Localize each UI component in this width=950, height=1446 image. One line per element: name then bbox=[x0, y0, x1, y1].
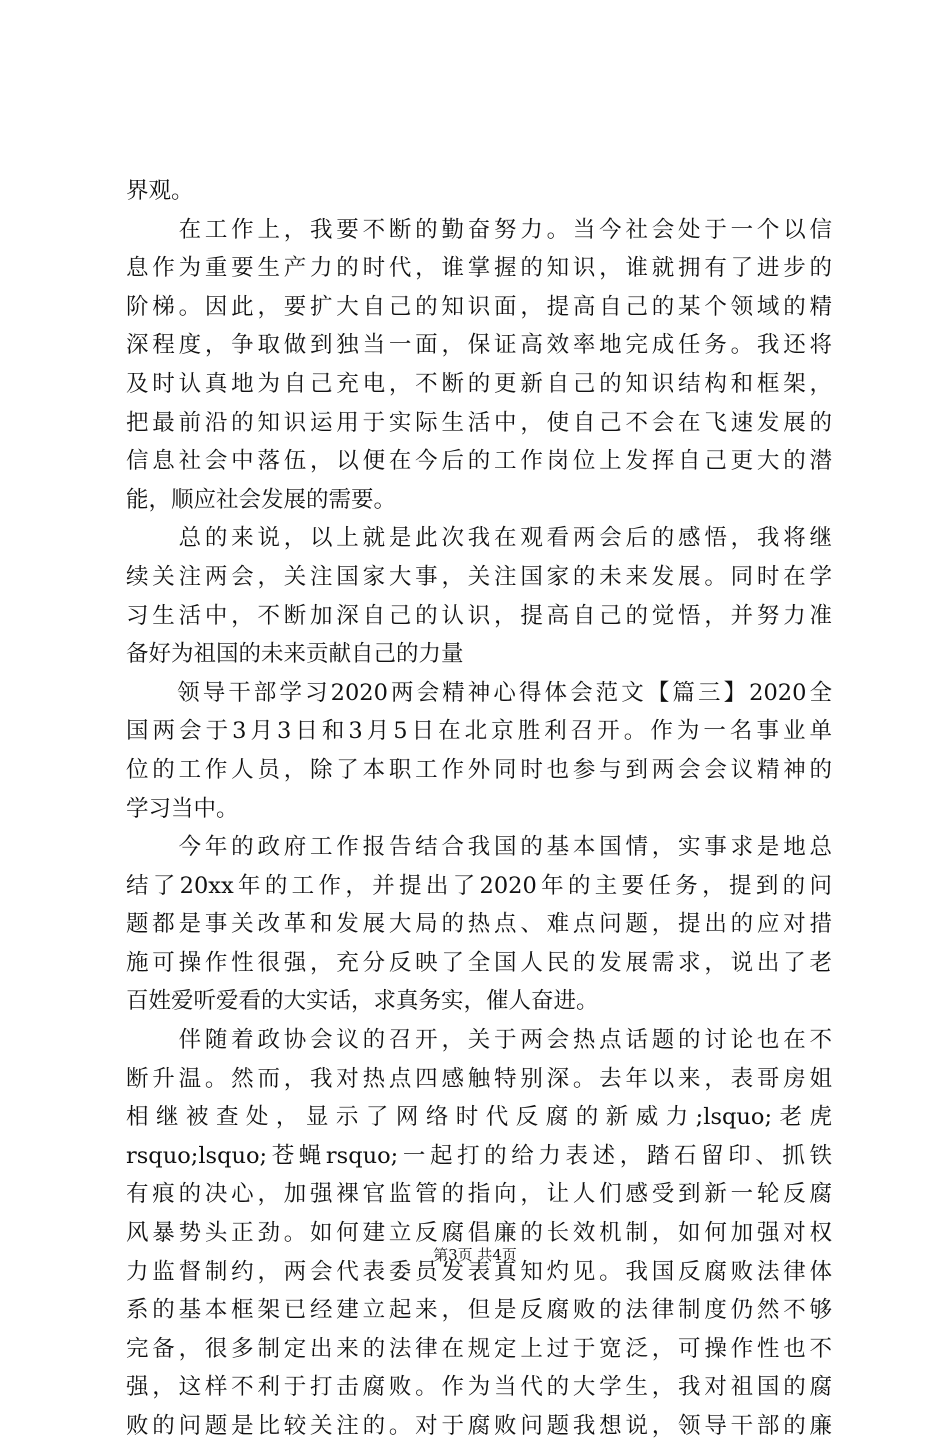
text-line: 风暴势头正劲。如何建立反腐倡廉的长效机制，如何加强对权 bbox=[126, 1220, 832, 1247]
text-line: 总的来说，以上就是此次我在观看两会后的感悟，我将继 bbox=[126, 525, 832, 552]
text-line: 界观。 bbox=[126, 178, 194, 204]
text-line: 相继被查处，显示了网络时代反腐的新威力;lsquo;老虎 bbox=[126, 1104, 832, 1131]
text-line: 习生活中，不断加深自己的认识，提高自己的觉悟，并努力准 bbox=[126, 602, 832, 629]
text-line: 系的基本框架已经建立起来，但是反腐败的法律制度仍然不够 bbox=[126, 1297, 832, 1324]
text-line: 力监督制约，两会代表委员发表真知灼见。我国反腐败法律体 bbox=[126, 1258, 832, 1285]
text-line: 有痕的决心，加强裸官监管的指向，让人们感受到新一轮反腐 bbox=[126, 1181, 832, 1208]
text-line: 今年的政府工作报告结合我国的基本国情，实事求是地总 bbox=[126, 834, 832, 861]
text-line: 强，这样不利于打击腐败。作为当代的大学生，我对祖国的腐 bbox=[126, 1374, 832, 1401]
text-line: 备好为祖国的未来贡献自己的力量 bbox=[126, 641, 464, 668]
text-line: 伴随着政协会议的召开，关于两会热点话题的讨论也在不 bbox=[126, 1027, 832, 1054]
text-line: 百姓爱听爱看的大实话，求真务实，催人奋进。 bbox=[126, 988, 599, 1015]
text-line: 学习当中。 bbox=[126, 795, 239, 822]
text-line: 信息社会中落伍，以便在今后的工作岗位上发挥自己更大的潜 bbox=[126, 448, 832, 475]
text-line: 及时认真地为自己充电，不断的更新自己的知识结构和框架， bbox=[126, 370, 832, 397]
text-line: 在工作上，我要不断的勤奋努力。当今社会处于一个以信 bbox=[126, 216, 832, 243]
text-line: 败的问题是比较关注的。对于腐败问题我想说，领导干部的廉 bbox=[126, 1413, 832, 1439]
text-line: 深程度，争取做到独当一面，保证高效率地完成任务。我还将 bbox=[126, 332, 832, 359]
text-line: 能，顺应社会发展的需要。 bbox=[126, 486, 397, 513]
page-number-label: 第3页 共4页 bbox=[433, 1246, 517, 1264]
text-line: 阶梯。因此，要扩大自己的知识面，提高自己的某个领域的精 bbox=[126, 293, 832, 320]
text-line: 完备，很多制定出来的法律在规定上过于宽泛，可操作性也不 bbox=[126, 1335, 832, 1362]
text-line: 结了20xx年的工作，并提出了2020年的主要任务，提到的问 bbox=[126, 872, 832, 899]
text-line: 位的工作人员，除了本职工作外同时也参与到两会会议精神的 bbox=[126, 756, 832, 783]
text-line: 把最前沿的知识运用于实际生活中，使自己不会在飞速发展的 bbox=[126, 409, 832, 436]
text-line: 题都是事关改革和发展大局的热点、难点问题，提出的应对措 bbox=[126, 911, 832, 938]
text-line: 断升温。然而，我对热点四感触特别深。去年以来，表哥房姐 bbox=[126, 1065, 832, 1092]
text-line: 国两会于3月3日和3月5日在北京胜利召开。作为一名事业单 bbox=[126, 718, 832, 745]
text-line: rsquo;lsquo;苍蝇rsquo;一起打的给力表述，踏石留印、抓铁 bbox=[126, 1142, 832, 1169]
text-line: 续关注两会，关注国家大事，关注国家的未来发展。同时在学 bbox=[126, 563, 832, 590]
page-footer bbox=[0, 1245, 950, 1265]
text-line: 息作为重要生产力的时代，谁掌握的知识，谁就拥有了进步的 bbox=[126, 255, 832, 282]
text-line: 领导干部学习2020两会精神心得体会范文【篇三】2020全 bbox=[126, 679, 832, 706]
text-line: 施可操作性很强，充分反映了全国人民的发展需求，说出了老 bbox=[126, 949, 832, 976]
